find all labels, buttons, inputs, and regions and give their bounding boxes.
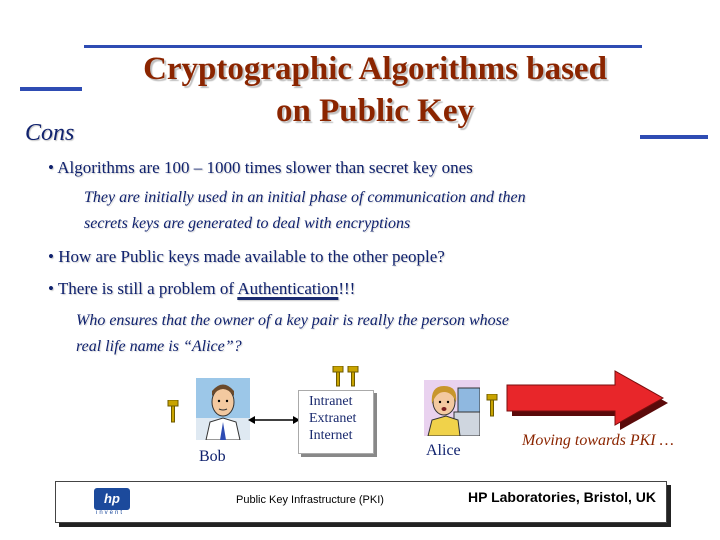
network-key-icon-2 — [346, 366, 360, 388]
left-accent-bar — [20, 87, 82, 91]
moving-towards-pki: Moving towards PKI … — [522, 432, 674, 449]
alice-person-icon — [424, 380, 480, 436]
network-internet: Internet — [309, 428, 353, 443]
hp-logo-tagline: invent — [96, 510, 125, 516]
title-line-2: on Public Key — [275, 93, 475, 129]
note-performance-line-1: They are initially used in an initial phase of communication and then — [84, 189, 526, 206]
alice-key-icon — [485, 394, 499, 418]
hp-logo: hp — [94, 488, 130, 510]
footer-lab-name: HP Laboratories, Bristol, UK — [468, 489, 657, 505]
title-line-1: Cryptographic Algorithms based — [143, 51, 607, 87]
network-intranet: Intranet — [309, 394, 353, 409]
network-extranet: Extranet — [309, 411, 357, 426]
alice-label: Alice — [426, 442, 461, 459]
bullet-authentication-prefix: • There is still a problem of — [48, 279, 238, 298]
bob-key-icon — [166, 400, 180, 424]
bob-network-connector — [248, 414, 300, 426]
bullet-authentication — [48, 279, 355, 299]
note-performance — [84, 185, 526, 237]
authentication-emphasis: Authentication — [237, 279, 339, 298]
network-key-icon-1 — [331, 366, 345, 388]
bob-label: Bob — [199, 448, 226, 465]
right-arrow-icon — [505, 369, 671, 431]
bob-person-icon — [196, 378, 250, 440]
slide-title — [100, 48, 650, 132]
bullet-performance: • Algorithms are 100 – 1000 times slower than secret key ones — [48, 158, 473, 177]
bullet-key-distribution: • How are Public keys made available to the other people? — [48, 247, 445, 266]
note-authentication-line-1: Who ensures that the owner of a key pair is really the person whose — [76, 312, 509, 329]
network-box — [298, 390, 374, 454]
note-authentication — [76, 308, 509, 360]
bullet-authentication-suffix: !!! — [338, 279, 356, 298]
footer-pki-text: Public Key Infrastructure (PKI) — [236, 494, 384, 506]
right-accent-bar — [640, 135, 708, 139]
note-authentication-line-2: real life name is “Alice”? — [76, 338, 242, 355]
note-performance-line-2: secrets keys are generated to deal with encryptions — [84, 215, 411, 232]
footer-bar — [55, 481, 667, 523]
section-label: Cons — [25, 120, 75, 146]
